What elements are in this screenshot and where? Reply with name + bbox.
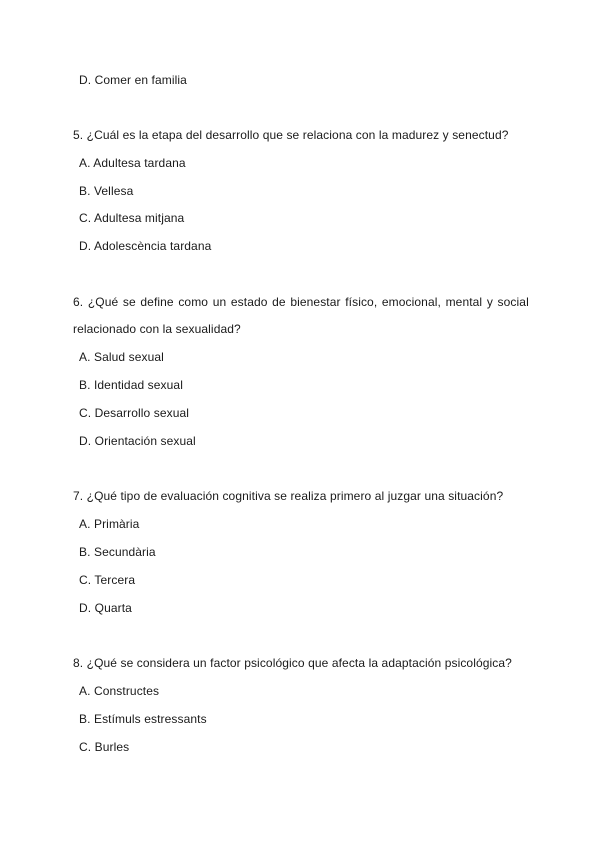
question-8-option-a: A. Constructes [79,684,160,698]
question-6-option-a: A. Salud sexual [79,350,164,364]
question-7-option-b: B. Secundària [79,545,156,559]
question-8-text: 8. ¿Qué se considera un factor psicológico que afecta la adaptación psicológica? [73,656,512,670]
question-8-option-c: C. Burles [79,740,130,754]
question-5-option-c: C. Adultesa mitjana [79,211,185,225]
question-6-text-line-2: relacionado con la sexualidad? [73,322,241,336]
question-6-option-d: D. Orientación sexual [79,434,196,448]
question-7-option-c: C. Tercera [79,573,136,587]
question-6-option-b: B. Identidad sexual [79,378,183,392]
question-6-option-c: C. Desarrollo sexual [79,406,190,420]
question-7-text: 7. ¿Qué tipo de evaluación cognitiva se realiza primero al juzgar una situación? [73,489,504,503]
option-prev-d: D. Comer en familia [79,73,187,87]
question-5-option-a: A. Adultesa tardana [79,156,186,170]
question-5-text: 5. ¿Cuál es la etapa del desarrollo que se relaciona con la madurez y senectud? [73,128,509,142]
question-6-text-line-1: 6. ¿Qué se define como un estado de bienestar físico, emocional, mental y social [73,295,529,309]
question-8-option-b: B. Estímuls estressants [79,712,207,726]
question-5-option-d: D. Adolescència tardana [79,239,212,253]
question-7-option-a: A. Primària [79,517,140,531]
question-7-option-d: D. Quarta [79,601,132,615]
question-5-option-b: B. Vellesa [79,184,134,198]
